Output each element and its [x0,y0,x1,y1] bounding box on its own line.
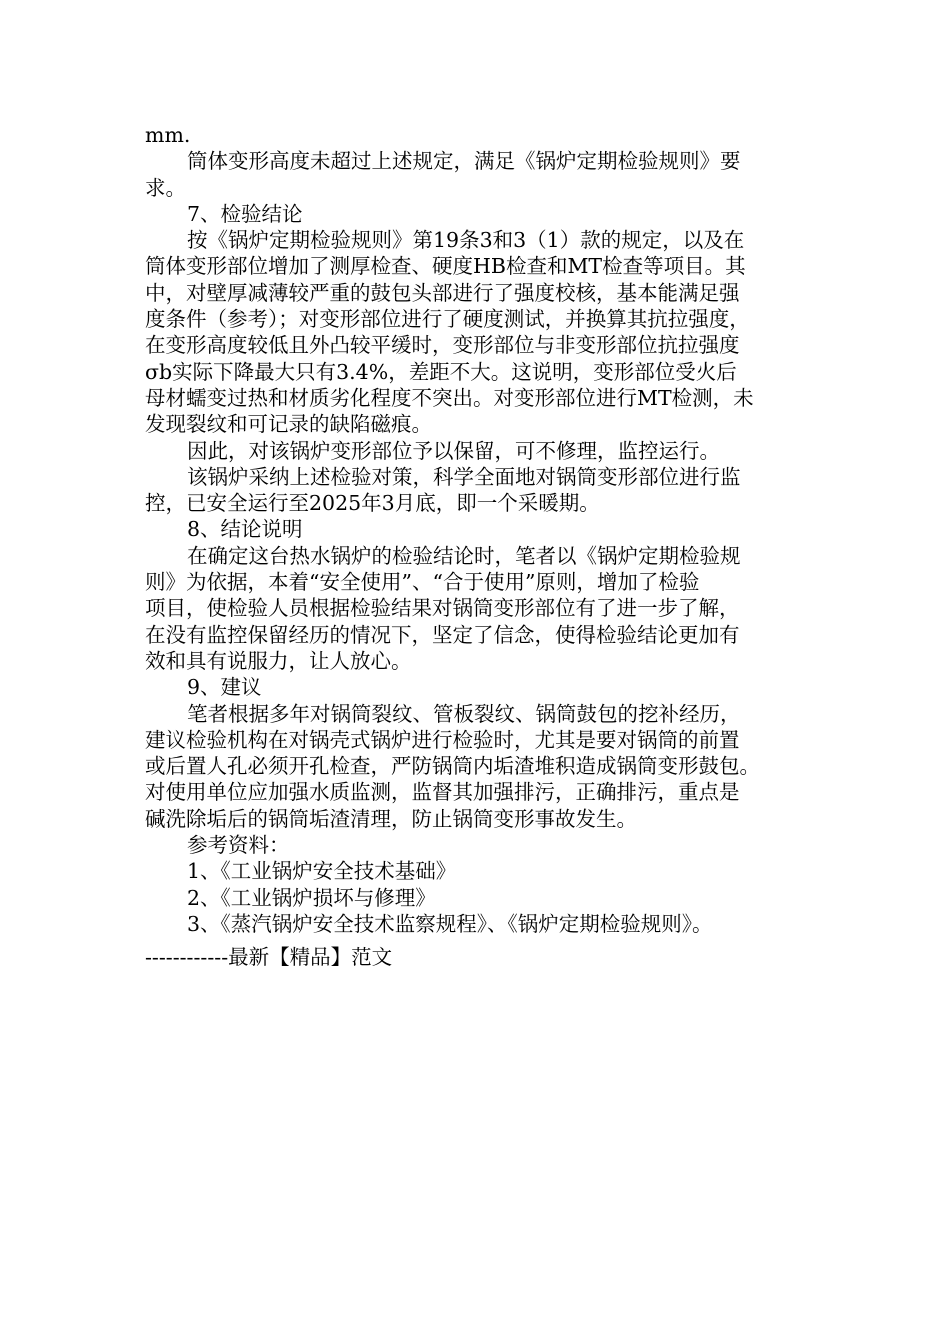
text-line: 建议检验机构在对锅壳式锅炉进行检验时，尤其是要对锅筒的前置 [145,727,740,752]
text-line: 在变形高度较低且外凸较平缓时，变形部位与非变形部位抗拉强度 [145,333,740,358]
section-heading: 9、建议 [187,675,262,700]
text-line: 按《锅炉定期检验规则》第19条3和3（1）款的规定，以及在 [187,228,745,253]
text-line: 在确定这台热水锅炉的检验结论时，笔者以《锅炉定期检验规 [187,543,741,568]
text-line: 或后置人孔必须开孔检查，严防锅筒内垢渣堆积造成锅筒变形鼓包。 [145,754,760,779]
text-line: 在没有监控保留经历的情况下，坚定了信念，使得检验结论更加有 [145,622,740,647]
text-line: 筒体变形高度未超过上述规定，满足《锅炉定期检验规则》要 [187,149,741,174]
text-line: 因此，对该锅炉变形部位予以保留，可不修理，监控运行。 [187,438,720,463]
text-line: 碱洗除垢后的锅筒垢渣清理，防止锅筒变形事故发生。 [145,806,637,831]
text-line: 筒体变形部位增加了测厚检查、硬度HB检查和MT检查等项目。其 [145,254,746,279]
text-line: 度条件（参考）；对变形部位进行了硬度测试，并换算其抗拉强度， [145,307,750,332]
reference-item: 3、《蒸汽锅炉安全技术监察规程》、《锅炉定期检验规则》。 [187,911,713,936]
references-heading: 参考资料： [187,833,290,858]
text-line: 控，已安全运行至2025年3月底，即一个采暖期。 [145,491,600,516]
text-line: 求。 [145,175,186,200]
text-line: σb实际下降最大只有3.4%，差距不大。这说明，变形部位受火后 [145,359,737,384]
reference-item: 2、《工业锅炉损坏与修理》 [187,885,436,910]
text-line: 项目，使检验人员根据检验结果对锅筒变形部位有了进一步了解， [145,596,740,621]
section-heading: 8、结论说明 [187,517,303,542]
text-line: 中，对壁厚减薄较严重的鼓包头部进行了强度校核，基本能满足强 [145,280,740,305]
document-body [145,122,810,937]
text-line: 则》为依据，本着“安全使用”、“合于使用”原则，增加了检验 [145,570,700,595]
text-line: 对使用单位应加强水质监测，监督其加强排污，正确排污，重点是 [145,780,740,805]
text-line: 发现裂纹和可记录的缺陷磁痕。 [145,412,432,437]
reference-item: 1、《工业锅炉安全技术基础》 [187,859,457,884]
section-heading: 7、检验结论 [187,201,303,226]
text-line: 母材蠕变过热和材质劣化程度不突出。对变形部位进行MT检测，未 [145,385,754,410]
text-line: 效和具有说服力，让人放心。 [145,648,412,673]
page-footer: ------------最新【精品】范文 [145,945,393,969]
text-line: 笔者根据多年对锅筒裂纹、管板裂纹、锅筒鼓包的挖补经历， [187,701,741,726]
text-line: 该锅炉采纳上述检验对策，科学全面地对锅筒变形部位进行监 [187,464,741,489]
text-line: mm. [145,123,191,147]
